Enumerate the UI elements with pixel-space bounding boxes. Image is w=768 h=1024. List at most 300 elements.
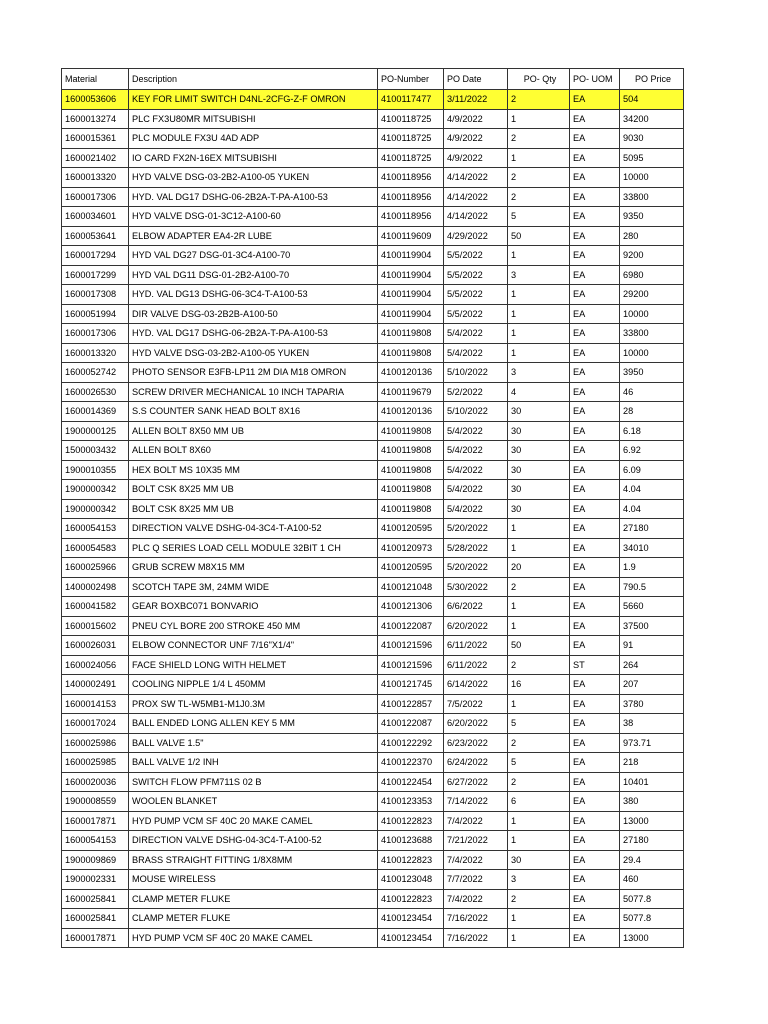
cell-material[interactable]: 1600024056 (62, 655, 129, 675)
cell-po-uom[interactable]: EA (570, 90, 620, 110)
cell-po-price[interactable]: 29.4 (620, 850, 684, 870)
cell-po-uom[interactable]: EA (570, 168, 620, 188)
table-row[interactable] (62, 285, 684, 305)
cell-po-date[interactable]: 5/2/2022 (444, 382, 508, 402)
cell-description[interactable]: ALLEN BOLT 8X50 MM UB (129, 421, 378, 441)
cell-material[interactable]: 1600053641 (62, 226, 129, 246)
cell-description[interactable]: BALL ENDED LONG ALLEN KEY 5 MM (129, 714, 378, 734)
cell-po-number[interactable]: 4100123353 (378, 792, 444, 812)
cell-po-number[interactable]: 4100118725 (378, 148, 444, 168)
cell-description[interactable]: S.S COUNTER SANK HEAD BOLT 8X16 (129, 402, 378, 422)
cell-po-price[interactable]: 973.71 (620, 733, 684, 753)
cell-po-qty[interactable]: 30 (508, 480, 570, 500)
table-row[interactable] (62, 421, 684, 441)
cell-po-qty[interactable]: 1 (508, 246, 570, 266)
cell-po-price[interactable]: 9030 (620, 129, 684, 149)
table-row[interactable] (62, 889, 684, 909)
cell-po-qty[interactable]: 5 (508, 714, 570, 734)
cell-po-qty[interactable]: 16 (508, 675, 570, 695)
cell-po-date[interactable]: 4/9/2022 (444, 109, 508, 129)
table-row[interactable] (62, 616, 684, 636)
cell-material[interactable]: 1600054153 (62, 519, 129, 539)
cell-material[interactable]: 1600013320 (62, 168, 129, 188)
cell-po-date[interactable]: 5/5/2022 (444, 285, 508, 305)
cell-material[interactable]: 1600017299 (62, 265, 129, 285)
cell-po-uom[interactable]: EA (570, 285, 620, 305)
cell-po-date[interactable]: 6/14/2022 (444, 675, 508, 695)
cell-po-date[interactable]: 6/6/2022 (444, 597, 508, 617)
cell-po-uom[interactable]: EA (570, 831, 620, 851)
cell-po-qty[interactable]: 1 (508, 831, 570, 851)
cell-po-price[interactable]: 34200 (620, 109, 684, 129)
cell-po-uom[interactable]: EA (570, 226, 620, 246)
cell-description[interactable]: PLC MODULE FX3U 4AD ADP (129, 129, 378, 149)
cell-po-date[interactable]: 5/4/2022 (444, 421, 508, 441)
cell-po-date[interactable]: 5/28/2022 (444, 538, 508, 558)
table-row[interactable] (62, 265, 684, 285)
cell-po-uom[interactable]: EA (570, 402, 620, 422)
cell-po-price[interactable]: 46 (620, 382, 684, 402)
cell-po-qty[interactable]: 1 (508, 811, 570, 831)
cell-po-number[interactable]: 4100123688 (378, 831, 444, 851)
cell-po-price[interactable]: 264 (620, 655, 684, 675)
table-row[interactable] (62, 109, 684, 129)
cell-po-qty[interactable]: 1 (508, 109, 570, 129)
cell-description[interactable]: HYD. VAL DG17 DSHG-06-2B2A-T-PA-A100-53 (129, 187, 378, 207)
cell-po-number[interactable]: 4100119808 (378, 324, 444, 344)
cell-material[interactable]: 1600017306 (62, 324, 129, 344)
table-row[interactable] (62, 694, 684, 714)
cell-description[interactable]: DIRECTION VALVE DSHG-04-3C4-T-A100-52 (129, 831, 378, 851)
cell-po-date[interactable]: 5/5/2022 (444, 265, 508, 285)
cell-po-number[interactable]: 4100119808 (378, 460, 444, 480)
cell-po-qty[interactable]: 1 (508, 304, 570, 324)
table-row[interactable] (62, 850, 684, 870)
cell-po-price[interactable]: 27180 (620, 831, 684, 851)
table-row[interactable] (62, 187, 684, 207)
cell-po-qty[interactable]: 30 (508, 421, 570, 441)
cell-po-date[interactable]: 7/4/2022 (444, 811, 508, 831)
cell-material[interactable]: 1600017308 (62, 285, 129, 305)
cell-po-date[interactable]: 7/7/2022 (444, 870, 508, 890)
cell-po-number[interactable]: 4100118725 (378, 109, 444, 129)
cell-po-price[interactable]: 91 (620, 636, 684, 656)
cell-po-number[interactable]: 4100120595 (378, 558, 444, 578)
cell-material[interactable]: 1600054583 (62, 538, 129, 558)
cell-material[interactable]: 1900010355 (62, 460, 129, 480)
cell-po-uom[interactable]: EA (570, 246, 620, 266)
header-po-qty[interactable]: PO- Qty (508, 69, 570, 90)
cell-po-number[interactable]: 4100121306 (378, 597, 444, 617)
cell-po-date[interactable]: 4/9/2022 (444, 129, 508, 149)
cell-po-uom[interactable]: EA (570, 714, 620, 734)
cell-po-uom[interactable]: EA (570, 577, 620, 597)
table-row[interactable] (62, 246, 684, 266)
cell-po-uom[interactable]: EA (570, 129, 620, 149)
cell-po-uom[interactable]: EA (570, 928, 620, 948)
cell-po-price[interactable]: 460 (620, 870, 684, 890)
cell-material[interactable]: 1600015361 (62, 129, 129, 149)
cell-description[interactable]: HEX BOLT MS 10X35 MM (129, 460, 378, 480)
cell-po-date[interactable]: 3/11/2022 (444, 90, 508, 110)
cell-description[interactable]: MOUSE WIRELESS (129, 870, 378, 890)
cell-po-qty[interactable]: 30 (508, 441, 570, 461)
table-row[interactable] (62, 519, 684, 539)
header-description[interactable]: Description (129, 69, 378, 90)
cell-po-date[interactable]: 5/20/2022 (444, 558, 508, 578)
cell-description[interactable]: DIRECTION VALVE DSHG-04-3C4-T-A100-52 (129, 519, 378, 539)
cell-po-qty[interactable]: 1 (508, 928, 570, 948)
table-row[interactable] (62, 675, 684, 695)
cell-material[interactable]: 1900009869 (62, 850, 129, 870)
cell-material[interactable]: 1600013274 (62, 109, 129, 129)
cell-po-price[interactable]: 6.18 (620, 421, 684, 441)
cell-po-price[interactable]: 6.92 (620, 441, 684, 461)
cell-po-uom[interactable]: EA (570, 811, 620, 831)
cell-po-qty[interactable]: 4 (508, 382, 570, 402)
cell-description[interactable]: HYD PUMP VCM SF 40C 20 MAKE CAMEL (129, 811, 378, 831)
cell-po-price[interactable]: 5095 (620, 148, 684, 168)
cell-po-uom[interactable]: EA (570, 675, 620, 695)
cell-po-date[interactable]: 7/4/2022 (444, 889, 508, 909)
cell-po-qty[interactable]: 2 (508, 577, 570, 597)
table-row[interactable] (62, 324, 684, 344)
table-row[interactable] (62, 811, 684, 831)
cell-po-date[interactable]: 6/20/2022 (444, 616, 508, 636)
table-row[interactable] (62, 460, 684, 480)
cell-description[interactable]: GRUB SCREW M8X15 MM (129, 558, 378, 578)
cell-po-uom[interactable]: EA (570, 363, 620, 383)
header-po-price[interactable]: PO Price (620, 69, 684, 90)
table-row[interactable] (62, 909, 684, 929)
cell-po-uom[interactable]: EA (570, 597, 620, 617)
cell-po-qty[interactable]: 2 (508, 733, 570, 753)
cell-po-qty[interactable]: 2 (508, 772, 570, 792)
cell-po-uom[interactable]: EA (570, 343, 620, 363)
cell-material[interactable]: 1600025966 (62, 558, 129, 578)
cell-po-number[interactable]: 4100119904 (378, 285, 444, 305)
cell-description[interactable]: PROX SW TL-W5MB1-M1J0.3M (129, 694, 378, 714)
cell-po-qty[interactable]: 5 (508, 207, 570, 227)
cell-po-number[interactable]: 4100119904 (378, 246, 444, 266)
cell-po-number[interactable]: 4100118956 (378, 187, 444, 207)
cell-description[interactable]: HYD VALVE DSG-03-2B2-A100-05 YUKEN (129, 343, 378, 363)
cell-po-uom[interactable]: EA (570, 870, 620, 890)
cell-description[interactable]: BOLT CSK 8X25 MM UB (129, 480, 378, 500)
cell-po-price[interactable]: 5660 (620, 597, 684, 617)
cell-po-price[interactable]: 29200 (620, 285, 684, 305)
cell-material[interactable]: 1600017294 (62, 246, 129, 266)
cell-description[interactable]: KEY FOR LIMIT SWITCH D4NL-2CFG-Z-F OMRON (129, 90, 378, 110)
cell-po-uom[interactable]: EA (570, 109, 620, 129)
cell-po-date[interactable]: 5/10/2022 (444, 363, 508, 383)
cell-material[interactable]: 1600017871 (62, 928, 129, 948)
cell-po-price[interactable]: 10000 (620, 168, 684, 188)
cell-po-qty[interactable]: 50 (508, 226, 570, 246)
cell-description[interactable]: SWITCH FLOW PFM711S 02 B (129, 772, 378, 792)
cell-po-date[interactable]: 5/30/2022 (444, 577, 508, 597)
cell-po-uom[interactable]: EA (570, 792, 620, 812)
cell-po-uom[interactable]: EA (570, 460, 620, 480)
cell-material[interactable]: 1600025841 (62, 889, 129, 909)
cell-description[interactable]: HYD VAL DG11 DSG-01-2B2-A100-70 (129, 265, 378, 285)
cell-po-qty[interactable]: 30 (508, 402, 570, 422)
cell-po-number[interactable]: 4100122454 (378, 772, 444, 792)
cell-po-number[interactable]: 4100123048 (378, 870, 444, 890)
cell-description[interactable]: FACE SHIELD LONG WITH HELMET (129, 655, 378, 675)
cell-description[interactable]: PNEU CYL BORE 200 STROKE 450 MM (129, 616, 378, 636)
cell-description[interactable]: CLAMP METER FLUKE (129, 909, 378, 929)
cell-description[interactable]: PLC Q SERIES LOAD CELL MODULE 32BIT 1 CH (129, 538, 378, 558)
cell-po-qty[interactable]: 5 (508, 753, 570, 773)
cell-po-date[interactable]: 7/4/2022 (444, 850, 508, 870)
cell-description[interactable]: SCREW DRIVER MECHANICAL 10 INCH TAPARIA (129, 382, 378, 402)
cell-po-uom[interactable]: EA (570, 636, 620, 656)
header-material[interactable]: Material (62, 69, 129, 90)
cell-material[interactable]: 1600041582 (62, 597, 129, 617)
cell-po-price[interactable]: 3950 (620, 363, 684, 383)
cell-po-price[interactable]: 4.04 (620, 499, 684, 519)
cell-po-number[interactable]: 4100123454 (378, 928, 444, 948)
header-po-number[interactable]: PO-Number (378, 69, 444, 90)
cell-po-number[interactable]: 4100120136 (378, 363, 444, 383)
cell-po-number[interactable]: 4100119609 (378, 226, 444, 246)
cell-po-uom[interactable]: EA (570, 304, 620, 324)
cell-material[interactable]: 1900008559 (62, 792, 129, 812)
cell-po-uom[interactable]: EA (570, 324, 620, 344)
cell-description[interactable]: CLAMP METER FLUKE (129, 889, 378, 909)
cell-po-date[interactable]: 5/5/2022 (444, 304, 508, 324)
cell-po-price[interactable]: 13000 (620, 928, 684, 948)
cell-po-date[interactable]: 7/16/2022 (444, 909, 508, 929)
table-row[interactable] (62, 792, 684, 812)
cell-po-price[interactable]: 37500 (620, 616, 684, 636)
cell-po-price[interactable]: 34010 (620, 538, 684, 558)
table-row[interactable] (62, 870, 684, 890)
cell-po-number[interactable]: 4100122823 (378, 811, 444, 831)
cell-material[interactable]: 1600017024 (62, 714, 129, 734)
table-row[interactable] (62, 207, 684, 227)
cell-po-number[interactable]: 4100122857 (378, 694, 444, 714)
cell-po-date[interactable]: 6/24/2022 (444, 753, 508, 773)
table-row[interactable] (62, 714, 684, 734)
cell-material[interactable]: 1600025985 (62, 753, 129, 773)
table-row[interactable] (62, 928, 684, 948)
cell-po-price[interactable]: 218 (620, 753, 684, 773)
cell-po-uom[interactable]: EA (570, 616, 620, 636)
cell-po-price[interactable]: 504 (620, 90, 684, 110)
cell-po-qty[interactable]: 2 (508, 168, 570, 188)
cell-po-qty[interactable]: 1 (508, 538, 570, 558)
header-po-uom[interactable]: PO- UOM (570, 69, 620, 90)
cell-po-qty[interactable]: 1 (508, 324, 570, 344)
cell-po-price[interactable]: 13000 (620, 811, 684, 831)
cell-po-qty[interactable]: 1 (508, 148, 570, 168)
cell-material[interactable]: 1600025841 (62, 909, 129, 929)
cell-po-qty[interactable]: 3 (508, 265, 570, 285)
cell-po-number[interactable]: 4100120973 (378, 538, 444, 558)
cell-po-price[interactable]: 790.5 (620, 577, 684, 597)
table-row[interactable] (62, 538, 684, 558)
cell-po-uom[interactable]: EA (570, 753, 620, 773)
cell-po-qty[interactable]: 1 (508, 616, 570, 636)
cell-po-uom[interactable]: EA (570, 187, 620, 207)
table-row[interactable] (62, 382, 684, 402)
table-row[interactable] (62, 363, 684, 383)
table-row[interactable] (62, 772, 684, 792)
table-row[interactable] (62, 655, 684, 675)
table-row[interactable] (62, 597, 684, 617)
cell-po-qty[interactable]: 30 (508, 460, 570, 480)
cell-description[interactable]: HYD VALVE DSG-03-2B2-A100-05 YUKEN (129, 168, 378, 188)
cell-description[interactable]: COOLING NIPPLE 1/4 L 450MM (129, 675, 378, 695)
cell-po-number[interactable]: 4100121048 (378, 577, 444, 597)
cell-po-uom[interactable]: EA (570, 694, 620, 714)
cell-po-number[interactable]: 4100121596 (378, 636, 444, 656)
cell-po-qty[interactable]: 30 (508, 850, 570, 870)
cell-description[interactable]: HYD VALVE DSG-01-3C12-A100-60 (129, 207, 378, 227)
table-row[interactable] (62, 441, 684, 461)
cell-po-uom[interactable]: EA (570, 850, 620, 870)
cell-material[interactable]: 1900002331 (62, 870, 129, 890)
cell-po-price[interactable]: 380 (620, 792, 684, 812)
cell-description[interactable]: BALL VALVE 1.5" (129, 733, 378, 753)
cell-description[interactable]: ELBOW ADAPTER EA4-2R LUBE (129, 226, 378, 246)
cell-po-date[interactable]: 4/14/2022 (444, 168, 508, 188)
cell-description[interactable]: IO CARD FX2N-16EX MITSUBISHI (129, 148, 378, 168)
cell-po-price[interactable]: 207 (620, 675, 684, 695)
cell-description[interactable]: DIR VALVE DSG-03-2B2B-A100-50 (129, 304, 378, 324)
cell-po-date[interactable]: 4/9/2022 (444, 148, 508, 168)
cell-po-date[interactable]: 5/4/2022 (444, 441, 508, 461)
table-row[interactable] (62, 402, 684, 422)
cell-po-date[interactable]: 7/5/2022 (444, 694, 508, 714)
cell-material[interactable]: 1600054153 (62, 831, 129, 851)
cell-po-number[interactable]: 4100117477 (378, 90, 444, 110)
cell-po-number[interactable]: 4100122087 (378, 714, 444, 734)
cell-po-uom[interactable]: EA (570, 441, 620, 461)
cell-po-uom[interactable]: EA (570, 889, 620, 909)
cell-po-date[interactable]: 5/10/2022 (444, 402, 508, 422)
cell-po-price[interactable]: 1.9 (620, 558, 684, 578)
cell-po-date[interactable]: 6/27/2022 (444, 772, 508, 792)
cell-po-price[interactable]: 38 (620, 714, 684, 734)
cell-po-price[interactable]: 28 (620, 402, 684, 422)
cell-po-uom[interactable]: EA (570, 772, 620, 792)
cell-po-number[interactable]: 4100121596 (378, 655, 444, 675)
cell-po-date[interactable]: 5/4/2022 (444, 480, 508, 500)
table-row[interactable] (62, 499, 684, 519)
cell-po-number[interactable]: 4100122370 (378, 753, 444, 773)
cell-po-number[interactable]: 4100119808 (378, 343, 444, 363)
table-row[interactable] (62, 148, 684, 168)
cell-po-qty[interactable]: 2 (508, 889, 570, 909)
cell-po-date[interactable]: 4/14/2022 (444, 207, 508, 227)
cell-material[interactable]: 1600014153 (62, 694, 129, 714)
cell-po-price[interactable]: 5077.8 (620, 889, 684, 909)
cell-po-number[interactable]: 4100120136 (378, 402, 444, 422)
cell-po-qty[interactable]: 30 (508, 499, 570, 519)
cell-po-qty[interactable]: 2 (508, 90, 570, 110)
cell-po-number[interactable]: 4100120595 (378, 519, 444, 539)
table-row[interactable] (62, 129, 684, 149)
cell-material[interactable]: 1400002498 (62, 577, 129, 597)
cell-po-price[interactable]: 27180 (620, 519, 684, 539)
cell-description[interactable]: WOOLEN BLANKET (129, 792, 378, 812)
cell-po-number[interactable]: 4100122823 (378, 850, 444, 870)
cell-po-date[interactable]: 5/4/2022 (444, 343, 508, 363)
cell-description[interactable]: HYD. VAL DG17 DSHG-06-2B2A-T-PA-A100-53 (129, 324, 378, 344)
cell-po-date[interactable]: 7/14/2022 (444, 792, 508, 812)
cell-description[interactable]: BALL VALVE 1/2 INH (129, 753, 378, 773)
cell-po-uom[interactable]: EA (570, 538, 620, 558)
cell-po-number[interactable]: 4100119904 (378, 265, 444, 285)
cell-po-date[interactable]: 5/4/2022 (444, 324, 508, 344)
table-row[interactable] (62, 558, 684, 578)
cell-po-uom[interactable]: EA (570, 207, 620, 227)
cell-po-number[interactable]: 4100122823 (378, 889, 444, 909)
cell-po-price[interactable]: 10401 (620, 772, 684, 792)
cell-po-uom[interactable]: EA (570, 558, 620, 578)
cell-po-number[interactable]: 4100118956 (378, 207, 444, 227)
cell-po-number[interactable]: 4100119808 (378, 441, 444, 461)
cell-description[interactable]: ELBOW CONNECTOR UNF 7/16"X1/4" (129, 636, 378, 656)
cell-po-qty[interactable]: 3 (508, 870, 570, 890)
cell-po-number[interactable]: 4100119808 (378, 421, 444, 441)
cell-po-uom[interactable]: EA (570, 265, 620, 285)
table-row[interactable] (62, 753, 684, 773)
cell-po-number[interactable]: 4100119679 (378, 382, 444, 402)
cell-material[interactable]: 1600051994 (62, 304, 129, 324)
cell-description[interactable]: GEAR BOXBC071 BONVARIO (129, 597, 378, 617)
cell-po-number[interactable]: 4100118725 (378, 129, 444, 149)
cell-po-price[interactable]: 3780 (620, 694, 684, 714)
cell-po-number[interactable]: 4100122087 (378, 616, 444, 636)
cell-material[interactable]: 1900000342 (62, 499, 129, 519)
cell-po-price[interactable]: 6980 (620, 265, 684, 285)
cell-po-qty[interactable]: 1 (508, 597, 570, 617)
table-row[interactable] (62, 480, 684, 500)
cell-po-date[interactable]: 4/29/2022 (444, 226, 508, 246)
cell-po-uom[interactable]: ST (570, 655, 620, 675)
cell-po-price[interactable]: 33800 (620, 187, 684, 207)
cell-material[interactable]: 1600015602 (62, 616, 129, 636)
table-row[interactable] (62, 636, 684, 656)
cell-po-price[interactable]: 280 (620, 226, 684, 246)
cell-po-qty[interactable]: 20 (508, 558, 570, 578)
cell-description[interactable]: HYD PUMP VCM SF 40C 20 MAKE CAMEL (129, 928, 378, 948)
cell-po-uom[interactable]: EA (570, 909, 620, 929)
table-row[interactable] (62, 304, 684, 324)
cell-po-number[interactable]: 4100122292 (378, 733, 444, 753)
cell-material[interactable]: 1600014369 (62, 402, 129, 422)
table-row[interactable] (62, 226, 684, 246)
cell-po-date[interactable]: 5/20/2022 (444, 519, 508, 539)
cell-material[interactable]: 1600013320 (62, 343, 129, 363)
cell-material[interactable]: 1600053606 (62, 90, 129, 110)
cell-material[interactable]: 1600052742 (62, 363, 129, 383)
cell-description[interactable]: PHOTO SENSOR E3FB-LP11 2M DIA M18 OMRON (129, 363, 378, 383)
cell-po-uom[interactable]: EA (570, 382, 620, 402)
cell-po-number[interactable]: 4100123454 (378, 909, 444, 929)
cell-material[interactable]: 1900000125 (62, 421, 129, 441)
cell-po-price[interactable]: 6.09 (620, 460, 684, 480)
cell-po-uom[interactable]: EA (570, 148, 620, 168)
cell-description[interactable]: HYD VAL DG27 DSG-01-3C4-A100-70 (129, 246, 378, 266)
header-po-date[interactable]: PO Date (444, 69, 508, 90)
cell-material[interactable]: 1600020036 (62, 772, 129, 792)
cell-po-date[interactable]: 5/4/2022 (444, 460, 508, 480)
